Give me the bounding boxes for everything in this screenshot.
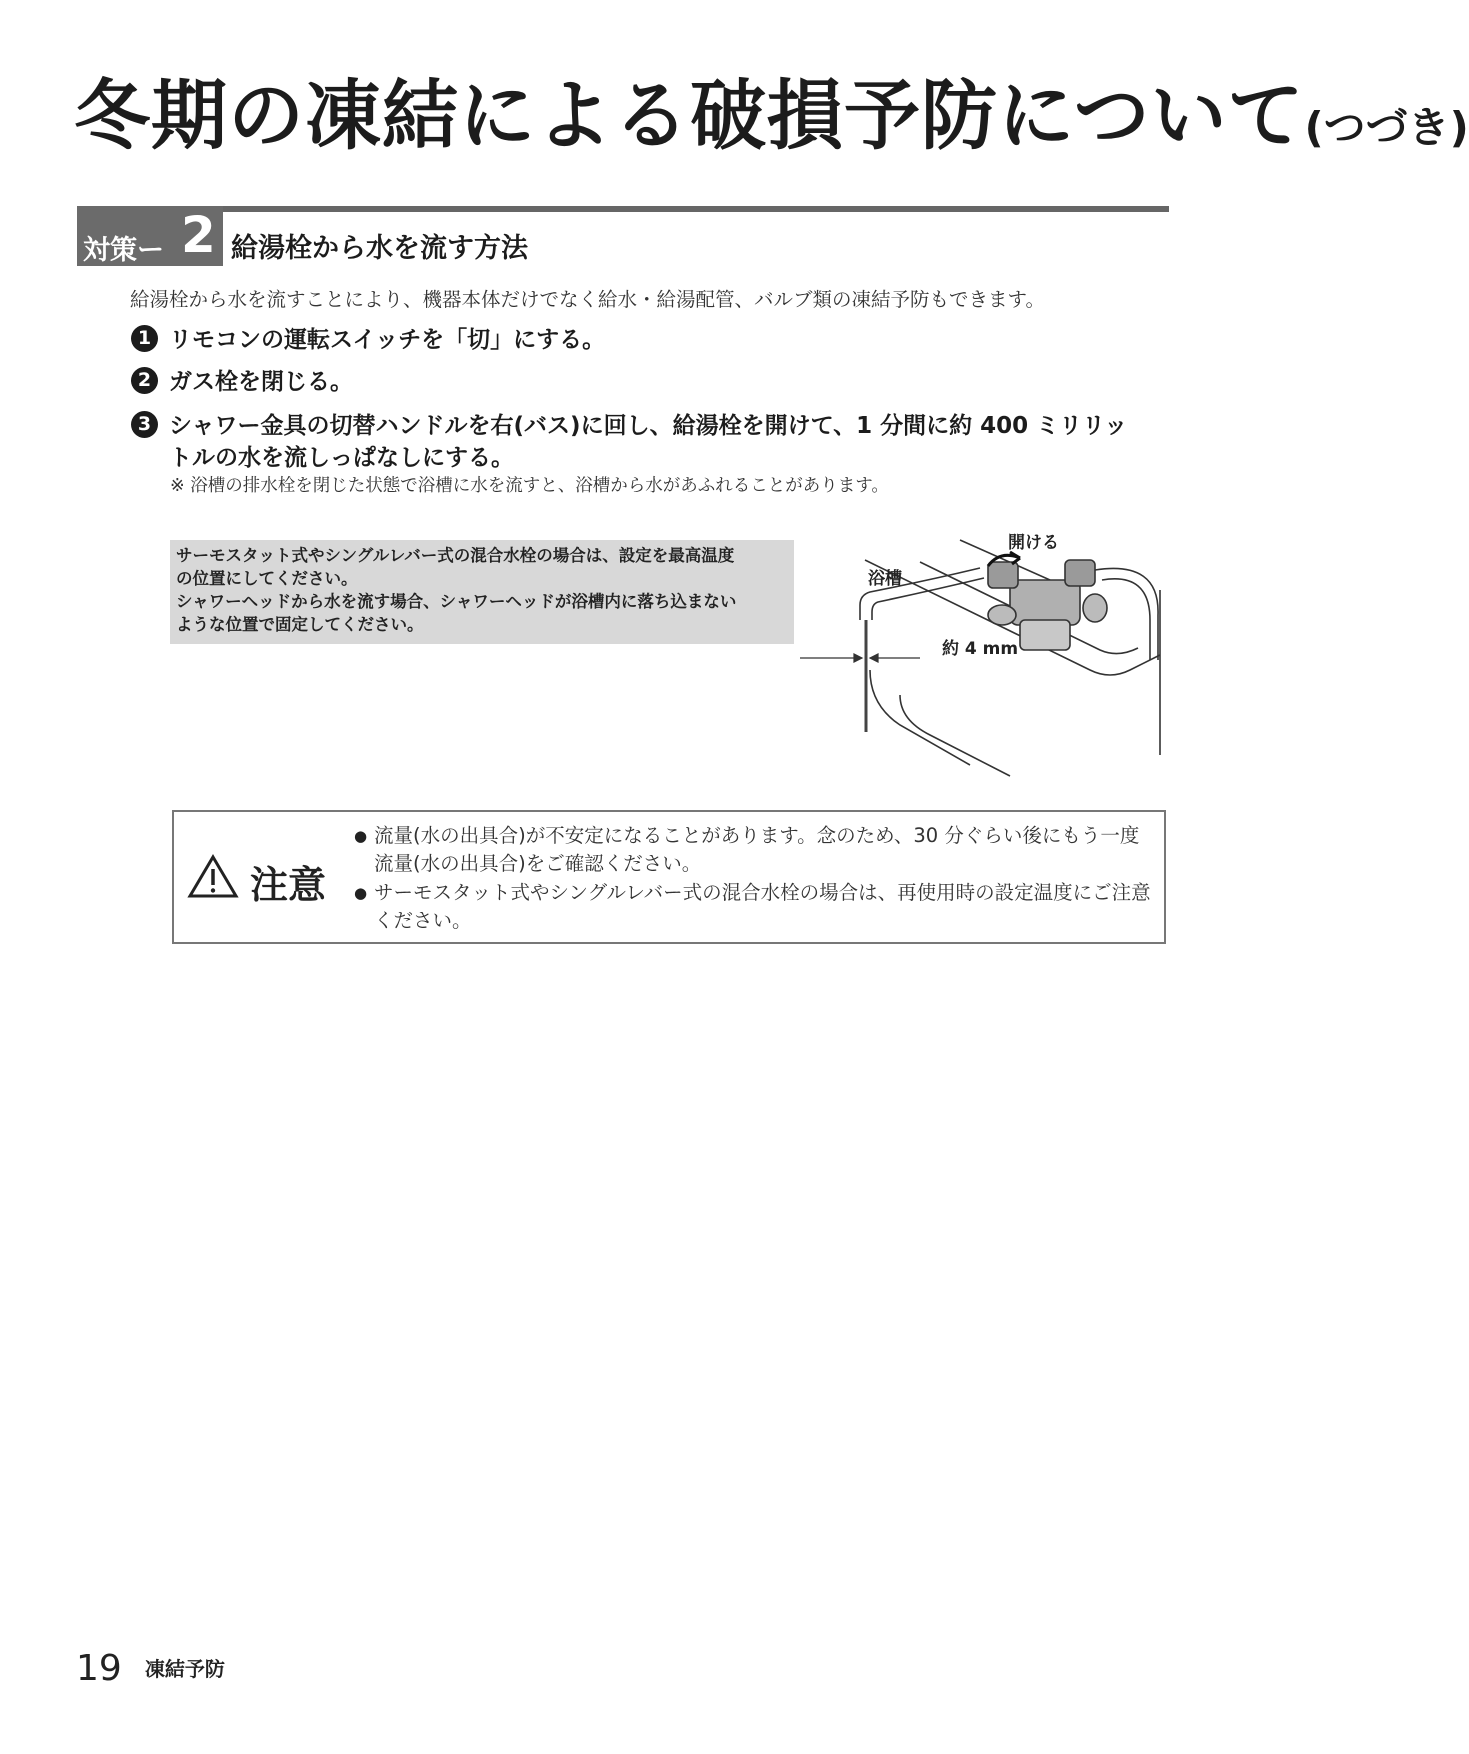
page-footer bbox=[76, 1648, 225, 1689]
step-3-note: ※ 浴槽の排水栓を閉じた状態で浴槽に水を流すと、浴槽から水があふれることがあります。 bbox=[170, 476, 889, 496]
step-number-2: 2 bbox=[131, 367, 158, 394]
label-tub: 浴槽 bbox=[868, 569, 902, 589]
faucet-drawing bbox=[860, 520, 1180, 780]
label-open: 開ける bbox=[1008, 533, 1059, 553]
caution-label: 注意 bbox=[250, 863, 327, 907]
step-number-3: 3 bbox=[131, 411, 158, 438]
section-tag-number: 2 bbox=[181, 206, 216, 264]
info-line-2: の位置にしてください。 bbox=[176, 569, 358, 588]
page-title-main: 冬期の凍結による破損予防について bbox=[74, 71, 1305, 160]
caution-box bbox=[172, 810, 1166, 944]
step-text-1: リモコンの運転スイッチを「切」にする。 bbox=[169, 327, 606, 353]
caution-item-2: ● サーモスタット式やシングルレバー式の混合水栓の場合は、再使用時の設定温度にご注意ください。 bbox=[354, 879, 1154, 935]
section-rule bbox=[77, 206, 1169, 212]
page-title-sub: (つづき) bbox=[1304, 103, 1469, 152]
step-number-1: 1 bbox=[131, 325, 158, 352]
step-text-3-line-2: トルの水を流しっぱなしにする。 bbox=[169, 445, 514, 471]
step-text-3 bbox=[169, 410, 1189, 474]
faucet-illustration bbox=[860, 520, 1180, 780]
page-number: 19 bbox=[76, 1648, 122, 1689]
caution-list bbox=[354, 822, 1154, 936]
section-heading: 給湯栓から水を流す方法 bbox=[231, 233, 528, 264]
section-tag bbox=[77, 206, 223, 266]
info-line-3: シャワーヘッドから水を流す場合、シャワーヘッドが浴槽内に落ち込まない bbox=[176, 592, 737, 611]
footer-section-label: 凍結予防 bbox=[144, 1657, 225, 1681]
info-line-1: サーモスタット式やシングルレバー式の混合水栓の場合は、設定を最高温度 bbox=[176, 546, 735, 565]
section-header bbox=[77, 206, 1169, 266]
warning-triangle-icon bbox=[188, 854, 238, 898]
info-box bbox=[170, 540, 794, 644]
step-text-2: ガス栓を閉じる。 bbox=[169, 369, 353, 395]
step-text-3-line-1: シャワー金具の切替ハンドルを右(バス)に回し、給湯栓を開けて、1 分間に約 400 ミリリッ bbox=[169, 413, 1128, 439]
page-title bbox=[74, 71, 1469, 160]
section-tag-label: 対策ー bbox=[83, 235, 164, 266]
label-flow-width: 約 4 mm bbox=[942, 639, 1019, 659]
caution-item-1: ● 流量(水の出具合)が不安定になることがあります。念のため、30 分ぐらい後にもう一度流量(水の出具合)をご確認ください。 bbox=[354, 822, 1154, 878]
info-line-4: ような位置で固定してください。 bbox=[176, 615, 424, 634]
intro-text: 給湯栓から水を流すことにより、機器本体だけでなく給水・給湯配管、バルブ類の凍結予防もできます。 bbox=[130, 288, 1045, 311]
